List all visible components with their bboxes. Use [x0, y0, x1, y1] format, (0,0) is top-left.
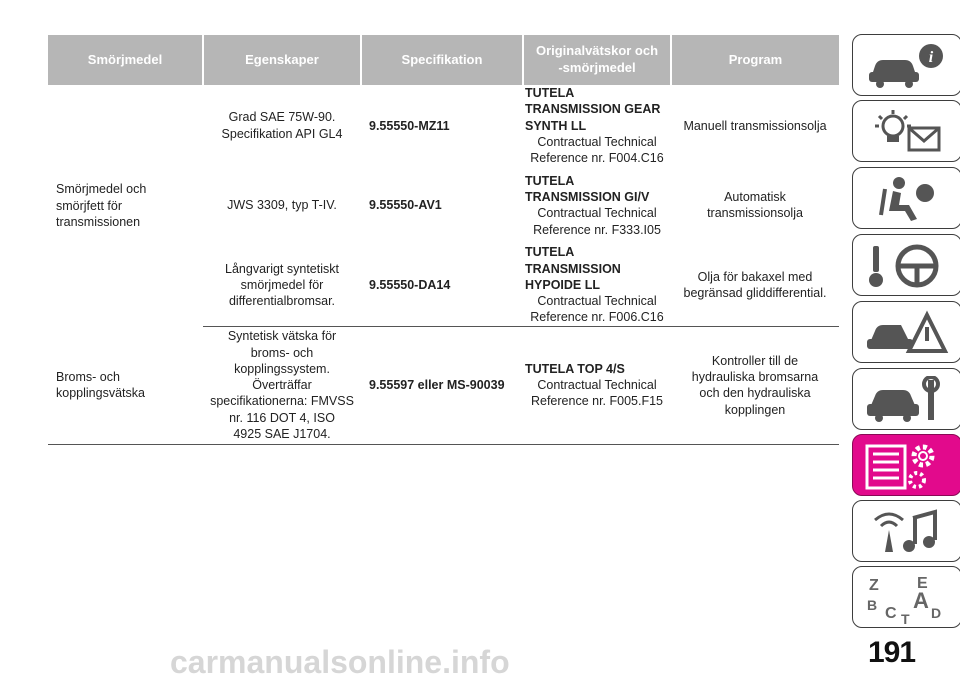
- watermark: carmanualsonline.info: [170, 644, 510, 680]
- original-fluid-name: TUTELA TRANSMISSION HYPOIDE LL: [525, 245, 621, 292]
- svg-text:T: T: [901, 611, 910, 624]
- header-original-fluids: Originalvätskor och -smörjmedel: [523, 35, 671, 85]
- lubricant-cell: Smörjmedel och smörjfett för transmissionen: [56, 182, 147, 229]
- program-cell: Automatisk transmissionsolja: [707, 190, 803, 221]
- tab-warning-lights[interactable]: [852, 100, 960, 162]
- properties-cell: Grad SAE 75W-90. Specifikation API GL4: [221, 110, 343, 141]
- original-fluid-name: TUTELA TOP 4/S: [525, 361, 625, 376]
- tab-emergency[interactable]: [852, 301, 960, 363]
- specification-cell: 9.55550-MZ11: [369, 118, 450, 133]
- header-program: Program: [671, 35, 839, 85]
- program-cell: Olja för bakaxel med begränsad gliddifferential.: [671, 244, 839, 326]
- properties-cell: Syntetisk vätska för broms- och kopplingssystem. Överträffar specifikationerna: FMVSS nr. 116 DOT 4, ISO 4925 SAE J1704.: [203, 326, 361, 444]
- svg-text:i: i: [928, 49, 934, 66]
- key-steering-wheel-icon: [865, 242, 949, 290]
- specification-cell: 9.55597 eller MS-90039: [361, 326, 523, 444]
- tab-car-info[interactable]: [852, 34, 960, 96]
- lubricant-cell: Broms- och kopplingsvätska: [48, 326, 203, 444]
- car-wrench-icon: [865, 376, 949, 424]
- lubricants-table: [48, 35, 839, 445]
- original-fluid-name: TUTELA TRANSMISSION GI/V: [525, 173, 650, 204]
- original-fluid-cell: [523, 166, 671, 244]
- warning-lights-mail-icon: [865, 108, 949, 156]
- list-gears-icon: [865, 442, 949, 492]
- car-accident-warning-icon: [865, 309, 949, 357]
- original-fluid-reference: Contractual Technical Reference nr. F004.C16: [530, 134, 664, 165]
- page-number: 191: [868, 636, 916, 669]
- original-fluid-name: TUTELA TRANSMISSION GEAR SYNTH LL: [525, 86, 661, 133]
- original-fluid-reference: Contractual Technical Reference nr. F005.F15: [530, 378, 664, 409]
- svg-text:A: A: [913, 588, 929, 613]
- car-info-icon: [865, 42, 949, 90]
- properties-cell: Långvarigt syntetiskt smörjmedel för differentialbromsar.: [203, 244, 361, 326]
- tab-index[interactable]: [852, 566, 960, 628]
- tab-key-steering[interactable]: [852, 234, 960, 296]
- original-fluid-cell: [523, 85, 671, 166]
- header-specification: Specifikation: [361, 35, 523, 85]
- svg-text:Z: Z: [869, 577, 879, 594]
- program-cell: Kontroller till de hydrauliska bromsarna och den hydrauliska kopplingen: [671, 326, 839, 444]
- tab-maintenance[interactable]: [852, 368, 960, 430]
- original-fluid-cell: [523, 326, 671, 444]
- program-cell: Manuell transmissionsolja: [683, 118, 827, 133]
- svg-text:C: C: [885, 605, 897, 622]
- antenna-music-icon: [865, 508, 949, 556]
- specification-cell: 9.55550-DA14: [361, 244, 523, 326]
- svg-text:B: B: [867, 597, 878, 613]
- header-properties: Egenskaper: [203, 35, 361, 85]
- original-fluid-cell: [523, 244, 671, 326]
- table-row: [48, 85, 839, 166]
- tab-technical-data[interactable]: [852, 434, 960, 496]
- tab-multimedia[interactable]: [852, 500, 960, 562]
- svg-text:D: D: [931, 605, 942, 621]
- original-fluid-reference: Contractual Technical Reference nr. F333.I05: [533, 206, 661, 237]
- alphabet-index-icon: [865, 574, 949, 624]
- tab-seat-airbag[interactable]: [852, 167, 960, 229]
- header-lubricant: Smörjmedel: [48, 35, 203, 85]
- table-header-row: [48, 35, 839, 85]
- table-row: [48, 326, 839, 444]
- properties-cell: JWS 3309, typ T-IV.: [227, 198, 337, 213]
- seat-airbag-icon: [865, 175, 949, 223]
- specification-cell: 9.55550-AV1: [369, 198, 442, 213]
- original-fluid-reference: Contractual Technical Reference nr. F006.C16: [530, 294, 664, 325]
- svg-text:E: E: [917, 575, 928, 592]
